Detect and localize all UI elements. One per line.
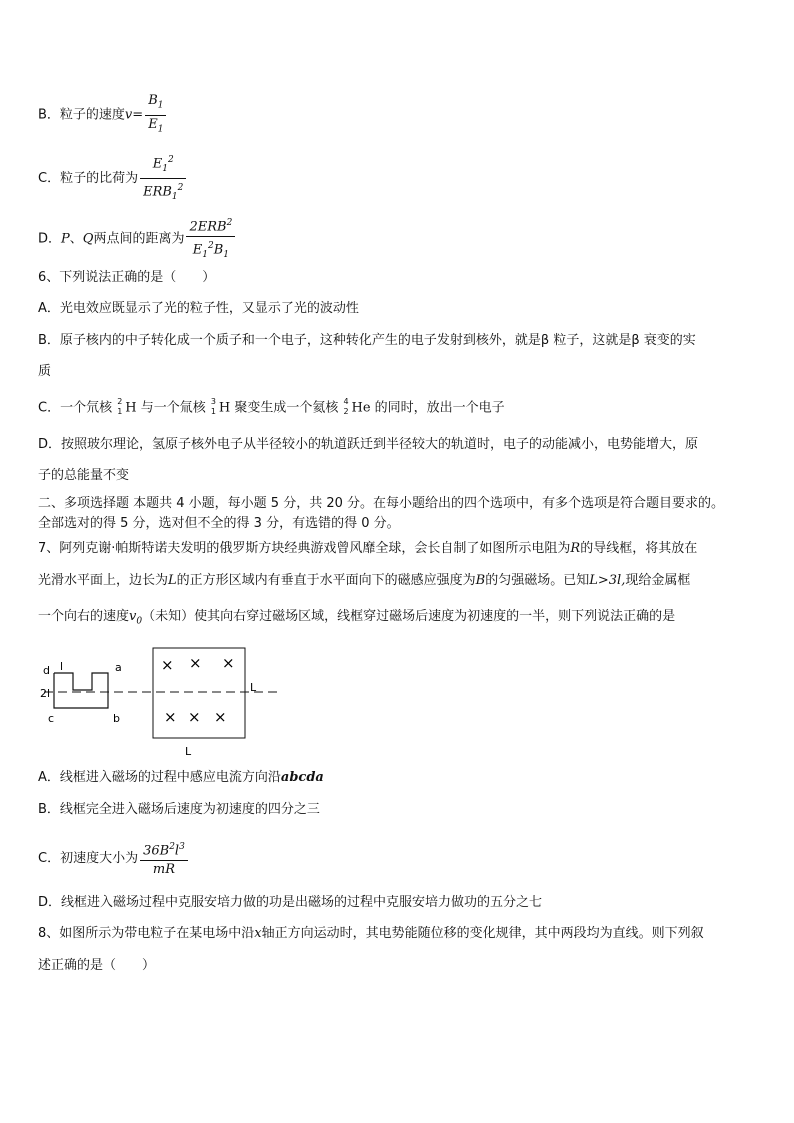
den: E xyxy=(192,242,203,258)
q6-option-a: A．光电效应既显示了光的粒子性，又显示了光的波动性 xyxy=(38,301,359,316)
option-text: D． xyxy=(38,231,62,247)
q7-option-a xyxy=(38,770,324,786)
math-eq: = xyxy=(132,107,144,123)
isotope-notation xyxy=(343,397,352,416)
stem-text: 现给金属框 xyxy=(625,573,691,588)
field-cross: × xyxy=(214,708,227,726)
atomic-number: 1 xyxy=(210,407,216,416)
den: B xyxy=(213,242,224,258)
math-var: L xyxy=(168,573,177,588)
element-symbol: H xyxy=(218,400,231,416)
q6-option-d-cont: 子的总能量不变 xyxy=(38,468,130,483)
isotope-notation xyxy=(116,397,125,416)
den: ERB xyxy=(143,184,172,200)
element-symbol: H xyxy=(125,400,137,416)
option-text: C．一个氘核 xyxy=(38,400,113,416)
field-cross: × xyxy=(222,654,235,672)
atomic-number: 1 xyxy=(117,407,123,416)
math-var: R xyxy=(570,541,581,556)
math-var: Q xyxy=(82,231,94,247)
q8-stem-line2: 述正确的是（ ） xyxy=(38,958,156,973)
q6-option-c xyxy=(38,397,505,417)
q7-option-d: D．线框进入磁场过程中克服安培力做的功是出磁场的过程中克服安培力做功的五分之七 xyxy=(38,895,543,910)
math-condition: L>3l, xyxy=(589,573,626,588)
q7-stem-line3 xyxy=(38,609,675,630)
label-b: b xyxy=(113,712,120,725)
den: E xyxy=(148,116,158,132)
stem-text: 8、如图所示为带电粒子在某电场中沿 xyxy=(38,926,255,941)
stem-text: 光滑水平面上，边长为 xyxy=(38,573,169,588)
q7-option-c xyxy=(38,838,190,879)
stem-text: （未知）使其向右穿过磁场区域，线框穿过磁场后速度为初速度的一半，则下列说法正确的是 xyxy=(142,609,676,624)
atomic-number: 2 xyxy=(343,407,349,416)
den-sub: 1 xyxy=(202,250,208,261)
stem-text: 的导线框，将其放在 xyxy=(580,541,698,556)
field-cross: × xyxy=(188,708,201,726)
separator: 、 xyxy=(69,231,83,247)
isotope-notation xyxy=(210,397,219,416)
q6-option-d: D．按照玻尔理论，氢原子核外电子从半径较小的轨道跃迁到半径较大的轨道时，电子的动能减小，电势能增大，原 xyxy=(38,437,699,452)
math-var: P xyxy=(61,231,70,247)
option-text: 与一个氚核 xyxy=(140,400,206,416)
q6-option-b: B．原子核内的中子转化成一个质子和一个电子，这种转化产生的电子发射到核外，就是β 粒子，这就是β 衰变的实 xyxy=(38,333,696,348)
label-L-right: L xyxy=(250,681,257,694)
section-heading-cont: 全部选对的得 5 分，选对但不全的得 3 分，有选错的得 0 分。 xyxy=(38,516,400,531)
math-var: x xyxy=(254,926,262,941)
field-cross: × xyxy=(164,708,177,726)
den-sub: 1 xyxy=(223,250,230,261)
option-text: 两点间的距离为 xyxy=(93,231,185,247)
num-sup: 2 xyxy=(167,155,174,165)
q5-option-b xyxy=(38,92,168,138)
q5-option-c xyxy=(38,151,188,206)
label-c: c xyxy=(48,712,55,725)
q5-option-d xyxy=(38,214,237,264)
stem-text: 的正方形区域内有垂直于水平面向下的磁感应强度为 xyxy=(176,573,476,588)
math-var: abcda xyxy=(280,770,324,785)
num-sup: 2 xyxy=(169,842,175,852)
label-d: d xyxy=(43,664,50,677)
den-sup: 2 xyxy=(207,241,214,252)
num-sub: 1 xyxy=(162,163,168,174)
num: l xyxy=(174,843,180,859)
math-sub: 0 xyxy=(136,616,143,627)
q7-stem-line1 xyxy=(38,541,697,557)
num: 2ERB xyxy=(189,219,227,235)
den: mR xyxy=(152,862,176,878)
den-sub: 1 xyxy=(171,191,178,202)
stem-text: 7、阿列克谢·帕斯特诺夫发明的俄罗斯方块经典游戏曾风靡全球，会长自制了如图所示电阻为 xyxy=(38,541,571,556)
option-text: B．粒子的速度 xyxy=(38,107,125,123)
q7-stem-line2 xyxy=(38,573,690,589)
math-var: v xyxy=(124,107,133,123)
num-sub: 1 xyxy=(157,100,164,111)
label-l: l xyxy=(60,660,64,673)
q7-figure xyxy=(36,640,286,760)
den-sub: 1 xyxy=(157,124,164,135)
label-2l: 2l xyxy=(40,687,51,700)
section-heading: 二、多项选择题 本题共 4 小题，每小题 5 分，共 20 分。在每小题给出的四个选项中，有多个选项是符合题目要求的。 xyxy=(38,496,725,511)
mass-number: 4 xyxy=(343,397,349,406)
label-L-bottom: L xyxy=(185,745,192,758)
wire-frame xyxy=(54,673,108,708)
num-sup: 2 xyxy=(226,218,233,228)
stem-text: 一个向右的速度 xyxy=(38,609,130,624)
fraction xyxy=(140,151,186,206)
fraction xyxy=(140,838,188,879)
fraction xyxy=(186,214,235,264)
stem-text: 轴正方向运动时，其电势能随位移的变化规律，其中两段均为直线。则下列叙 xyxy=(261,926,704,941)
mass-number: 2 xyxy=(117,397,123,406)
stem-text: 的匀强磁场。已知 xyxy=(485,573,590,588)
den-sup: 2 xyxy=(177,182,184,193)
num: 36B xyxy=(143,843,170,859)
q8-stem-line1 xyxy=(38,926,704,942)
num: E xyxy=(152,156,163,172)
option-text: 的同时，放出一个电子 xyxy=(374,400,505,416)
field-cross: × xyxy=(161,656,174,674)
mass-number: 3 xyxy=(210,397,216,406)
fraction xyxy=(145,92,166,138)
math-var: B xyxy=(475,573,486,588)
field-cross: × xyxy=(189,654,202,672)
label-a: a xyxy=(115,661,122,674)
q6-stem: 6、下列说法正确的是（ ） xyxy=(38,270,216,285)
option-text: A．线框进入磁场的过程中感应电流方向沿 xyxy=(38,770,281,785)
element-symbol: He xyxy=(351,400,371,416)
option-text: C．粒子的比荷为 xyxy=(38,170,139,186)
q6-option-b-cont: 质 xyxy=(38,364,52,379)
num-sup: 3 xyxy=(179,842,185,852)
math-var: v xyxy=(129,609,137,624)
num: B xyxy=(148,93,158,108)
option-text: C．初速度大小为 xyxy=(38,851,139,867)
q7-option-b: B．线框完全进入磁场后速度为初速度的四分之三 xyxy=(38,802,320,817)
option-text: 聚变生成一个氦核 xyxy=(234,400,339,416)
